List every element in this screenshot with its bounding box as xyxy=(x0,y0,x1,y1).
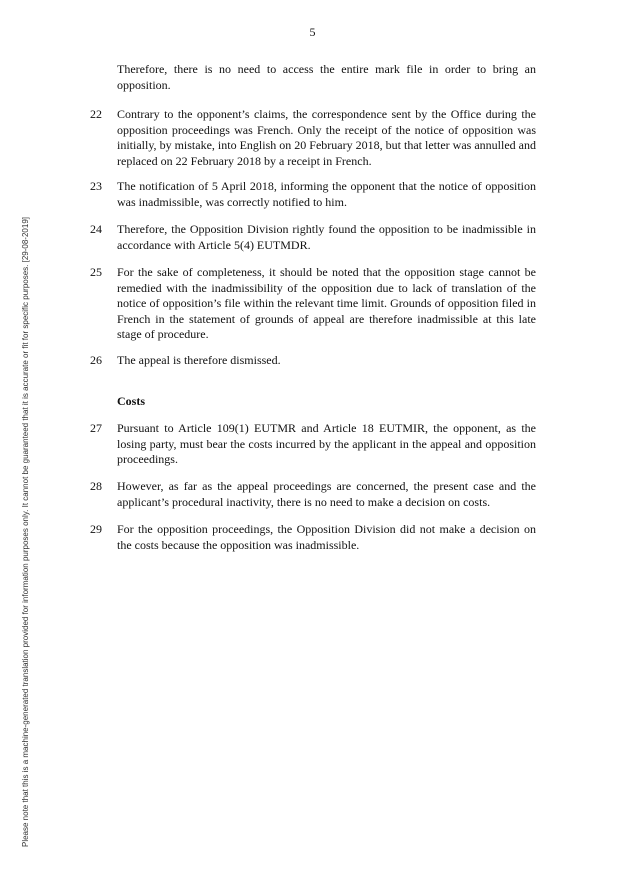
paragraph-number: 23 xyxy=(90,179,102,193)
paragraph-text: Therefore, the Opposition Division rightly found the opposition to be inadmissible in accordance with Article 5(4) EUTMDR. xyxy=(117,222,536,252)
paragraph-text: Contrary to the opponent’s claims, the correspondence sent by the Office during the opposition proceedings was French. Only the receipt of the notice of opposition was initially, by mistake, into English on 20 February 2018, but that letter was annulled and replaced on 22 February 2018 by a receipt in French. xyxy=(117,107,536,168)
paragraph-text: Pursuant to Article 109(1) EUTMR and Article 18 EUTMIR, the opponent, as the losing party, must bear the costs incurred by the applicant in the appeal and opposition proceedings. xyxy=(117,421,536,466)
paragraph-number: 22 xyxy=(90,107,102,121)
paragraph-number: 24 xyxy=(90,222,102,236)
paragraph-number: 29 xyxy=(90,522,102,536)
paragraph-text: For the opposition proceedings, the Opposition Division did not make a decision on the costs because the opposition was inadmissible. xyxy=(117,522,536,552)
paragraph-number: 28 xyxy=(90,479,102,493)
costs-heading: Costs xyxy=(117,394,146,408)
paragraph-text: The notification of 5 April 2018, informing the opponent that the notice of opposition was inadmissible, was correctly notified to him. xyxy=(117,179,536,209)
paragraph-text: However, as far as the appeal proceedings are concerned, the present case and the applicant’s procedural inactivity, there is no need to make a decision on costs. xyxy=(117,479,536,509)
paragraph-text: For the sake of completeness, it should be noted that the opposition stage cannot be remedied with the inadmissibility of the opposition due to lack of translation of the notice of opposition’s file within the relevant time limit. Grounds of opposition filed in French in the statement of grounds of appeal are therefore inadmissible at this late stage of procedure. xyxy=(117,265,536,341)
paragraph-text: The appeal is therefore dismissed. xyxy=(117,353,281,367)
paragraph-number: 25 xyxy=(90,265,102,279)
paragraph-number: 26 xyxy=(90,353,102,367)
paragraph-text: Therefore, there is no need to access the entire mark file in order to bring an opposition. xyxy=(117,62,536,92)
paragraph-number: 27 xyxy=(90,421,102,435)
page-number: 5 xyxy=(309,25,316,39)
side-disclaimer: Please note that this is a machine-generated translation provided for information purposes only. It cannot be guaranteed that it is accurate or fit for specific purposes. [29-08-2019] xyxy=(21,217,30,847)
